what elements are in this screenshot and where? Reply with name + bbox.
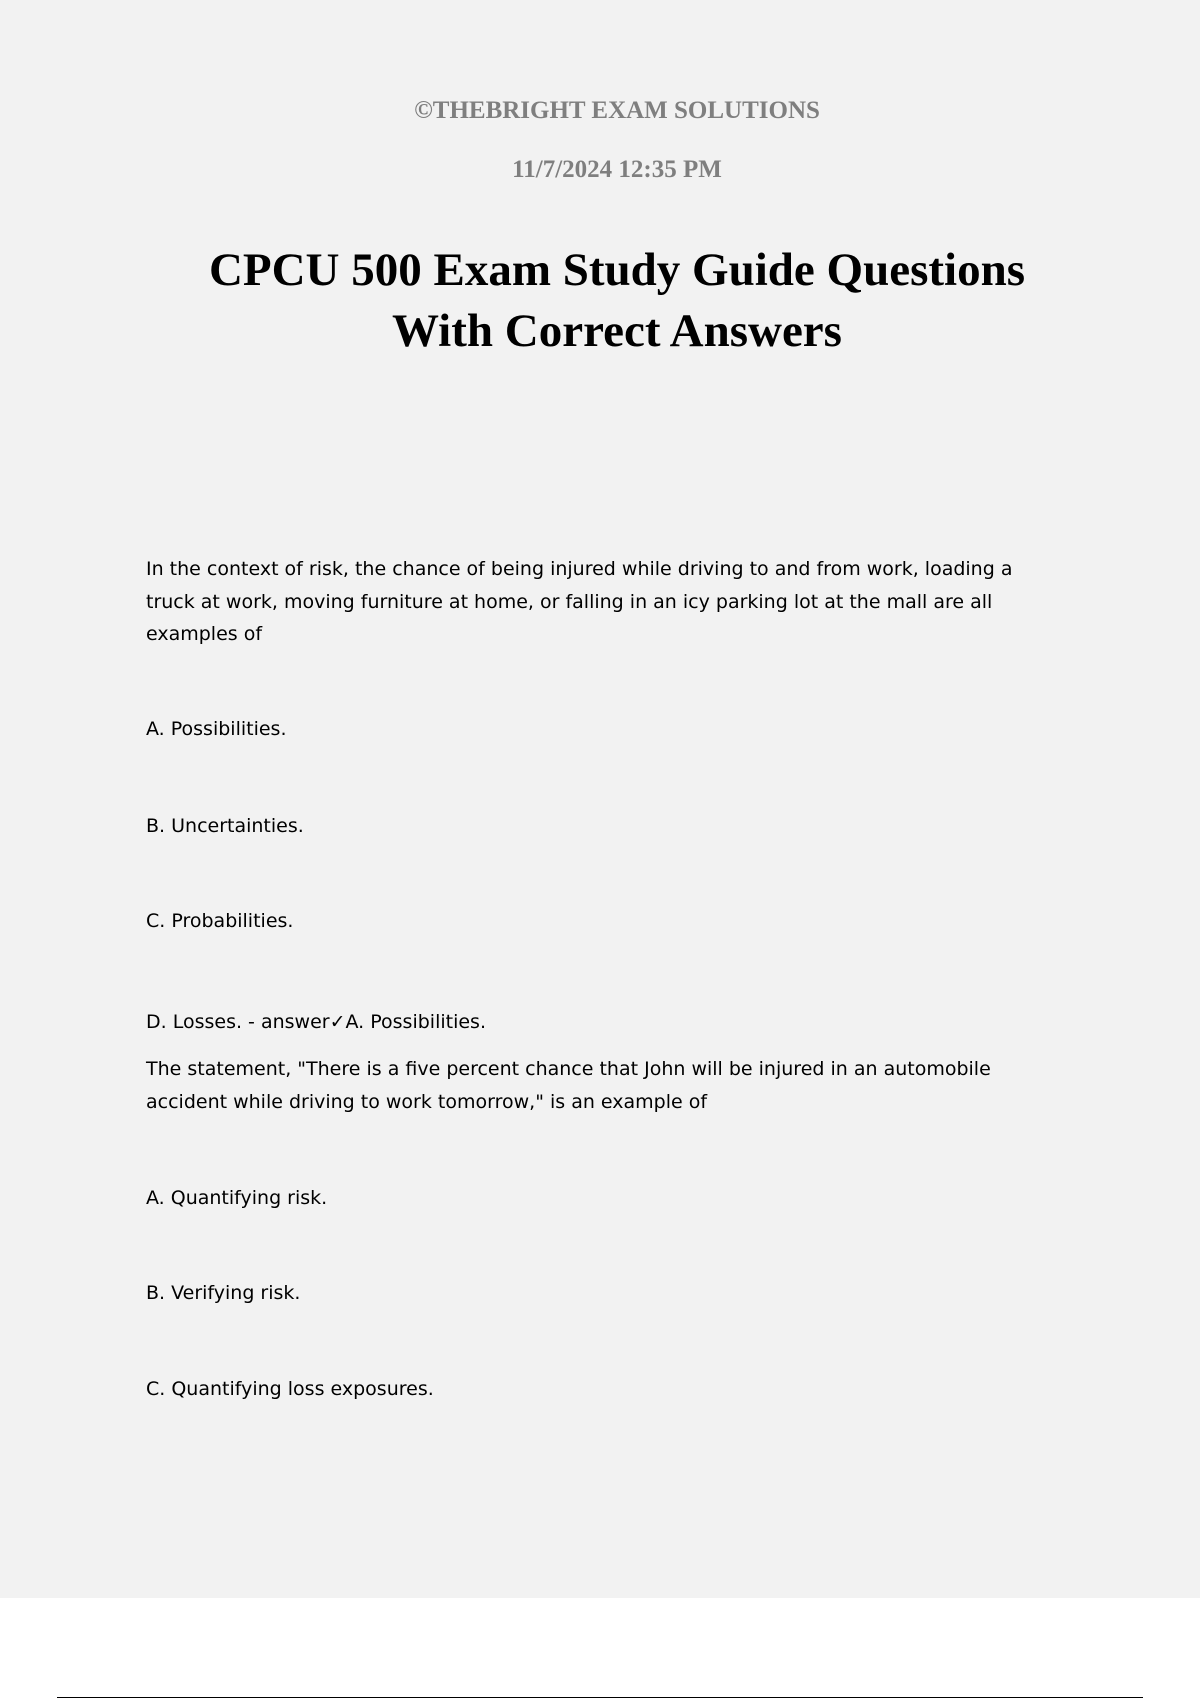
question-1-option-b: B. Uncertainties. <box>146 815 304 837</box>
question-1-option-d-answer <box>146 1006 1046 1039</box>
question-stem-line: The statement, "There is a five percent chance that John will be injured in an automobile <box>146 1058 991 1080</box>
title-line: CPCU 500 Exam Study Guide Questions <box>208 244 1026 296</box>
question-1-option-c: C. Probabilities. <box>146 910 294 932</box>
footer-divider <box>57 1697 1143 1698</box>
title-line: With Correct Answers <box>392 305 842 357</box>
page-title <box>0 240 1200 362</box>
question-stem-line: examples of <box>146 623 263 645</box>
question-2-option-b: B. Verifying risk. <box>146 1282 301 1304</box>
question-stem-line: accident while driving to work tomorrow," is an example of <box>146 1090 708 1113</box>
question-2-option-a: A. Quantifying risk. <box>146 1187 328 1209</box>
option-d-text: D. Losses. - answer <box>146 1011 330 1033</box>
correct-answer: A. Possibilities. <box>345 1011 486 1033</box>
question-1-option-a: A. Possibilities. <box>146 718 287 740</box>
question-stem-line: In the context of risk, the chance of being injured while driving to and from work, loading a <box>146 558 1013 580</box>
watermark-timestamp: 11/7/2024 12:35 PM <box>512 156 722 183</box>
question-2-option-c: C. Quantifying loss exposures. <box>146 1378 434 1400</box>
question-1-stem <box>146 553 1046 651</box>
checkmark-icon: ✓ <box>329 1011 346 1033</box>
question-2-stem <box>146 1053 1046 1118</box>
watermark-brand: ©THEBRIGHT EXAM SOLUTIONS <box>414 97 820 124</box>
question-stem-line: truck at work, moving furniture at home, or falling in an icy parking lot at the mall are all <box>146 590 993 613</box>
